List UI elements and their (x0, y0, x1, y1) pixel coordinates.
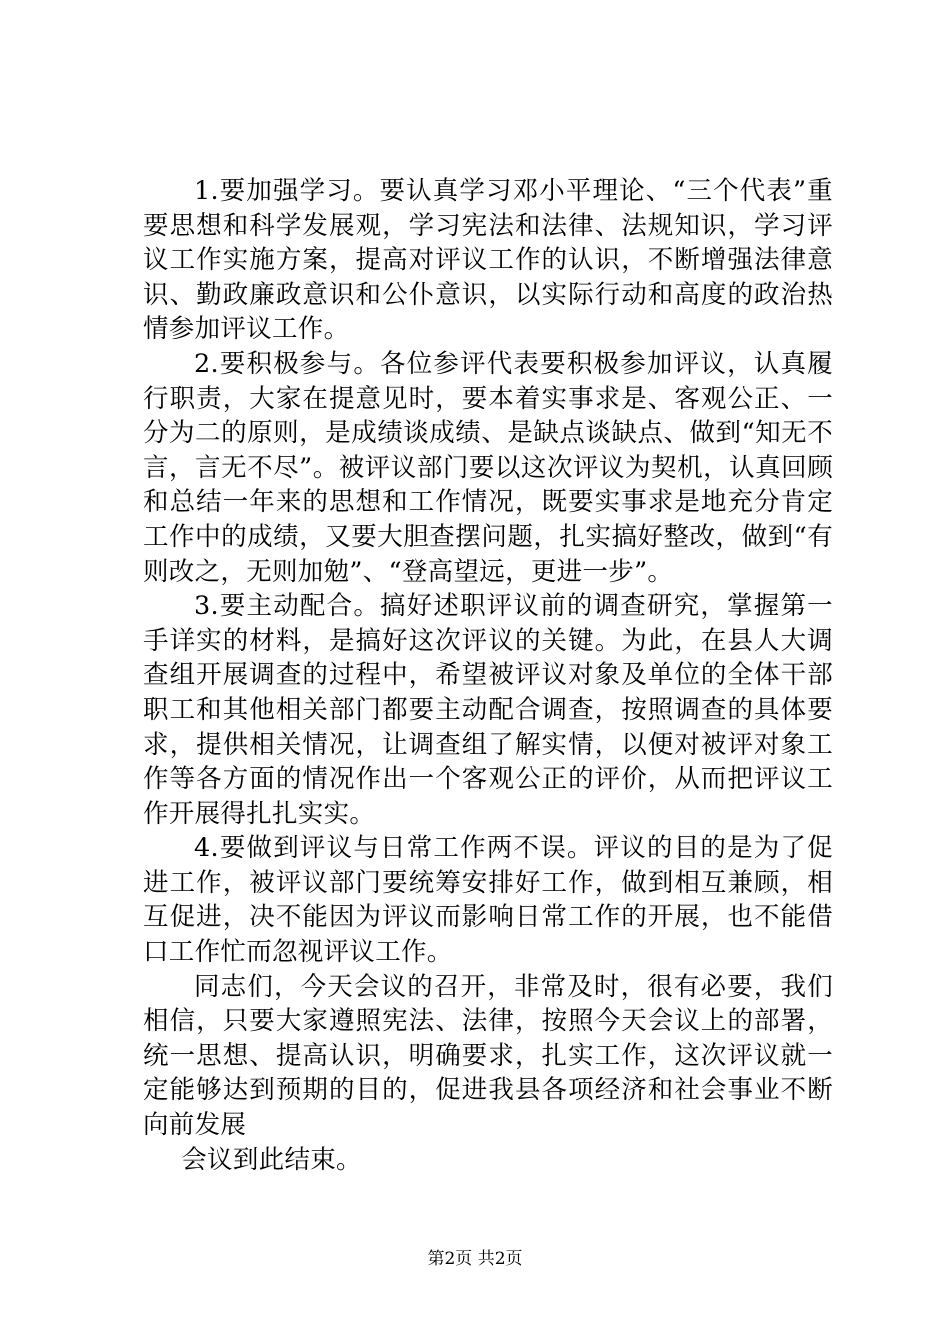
page-number-footer: 第2页 共2页 (427, 1249, 523, 1269)
paragraph-cooperate: 3.要主动配合。搞好述职评议前的调查研究，掌握第一手详实的材料，是搞好这次评议的关键。为此，在县人大调查组开展调查的过程中，希望被评议对象及单位的全体干部职工和其他相关部门都要主动配合调查，按照调查的具体要求，提供相关情况，让调查组了解实情，以便对被评对象工作等各方面的情况作出一个客观公正的评价，从而把评议工作开展得扎扎实实。 (143, 591, 833, 829)
document-body (143, 174, 833, 1177)
paragraph-study: 1.要加强学习。要认真学习邓小平理论、“三个代表”重要思想和科学发展观，学习宪法和法律、法规知识，学习评议工作实施方案，提高对评议工作的认识，不断增强法律意识、勤政廉政意识和公仆意识，以实际行动和高度的政治热情参加评议工作。 (143, 176, 833, 345)
paragraph-meeting-end: 会议到此结束。 (181, 1144, 362, 1175)
paragraph-balance-work: 4.要做到评议与日常工作两不误。评议的目的是为了促进工作，被评议部门要统筹安排好工作，做到相互兼顾，相互促进，决不能因为评议而影响日常工作的开展，也不能借口工作忙而忽视评议工作。 (143, 833, 833, 968)
paragraph-closing-remarks: 同志们，今天会议的召开，非常及时，很有必要，我们相信，只要大家遵照宪法、法律，按照今天会议上的部署，统一思想、提高认识，明确要求，扎实工作，这次评议就一定能够达到预期的目的，促进我县各项经济和社会事业不断向前发展 (143, 971, 833, 1141)
paragraph-participate: 2.要积极参与。各位参评代表要积极参加评议，认真履行职责，大家在提意见时，要本着实事求是、客观公正、一分为二的原则，是成绩谈成绩、是缺点谈缺点、做到“知无不言，言无不尽”。被评议部门要以这次评议为契机，认真回顾和总结一年来的思想和工作情况，既要实事求是地充分肯定工作中的成绩，又要大胆查摆问题，扎实搞好整改，做到“有则改之，无则加勉”、“登高望远，更进一步”。 (143, 348, 833, 587)
